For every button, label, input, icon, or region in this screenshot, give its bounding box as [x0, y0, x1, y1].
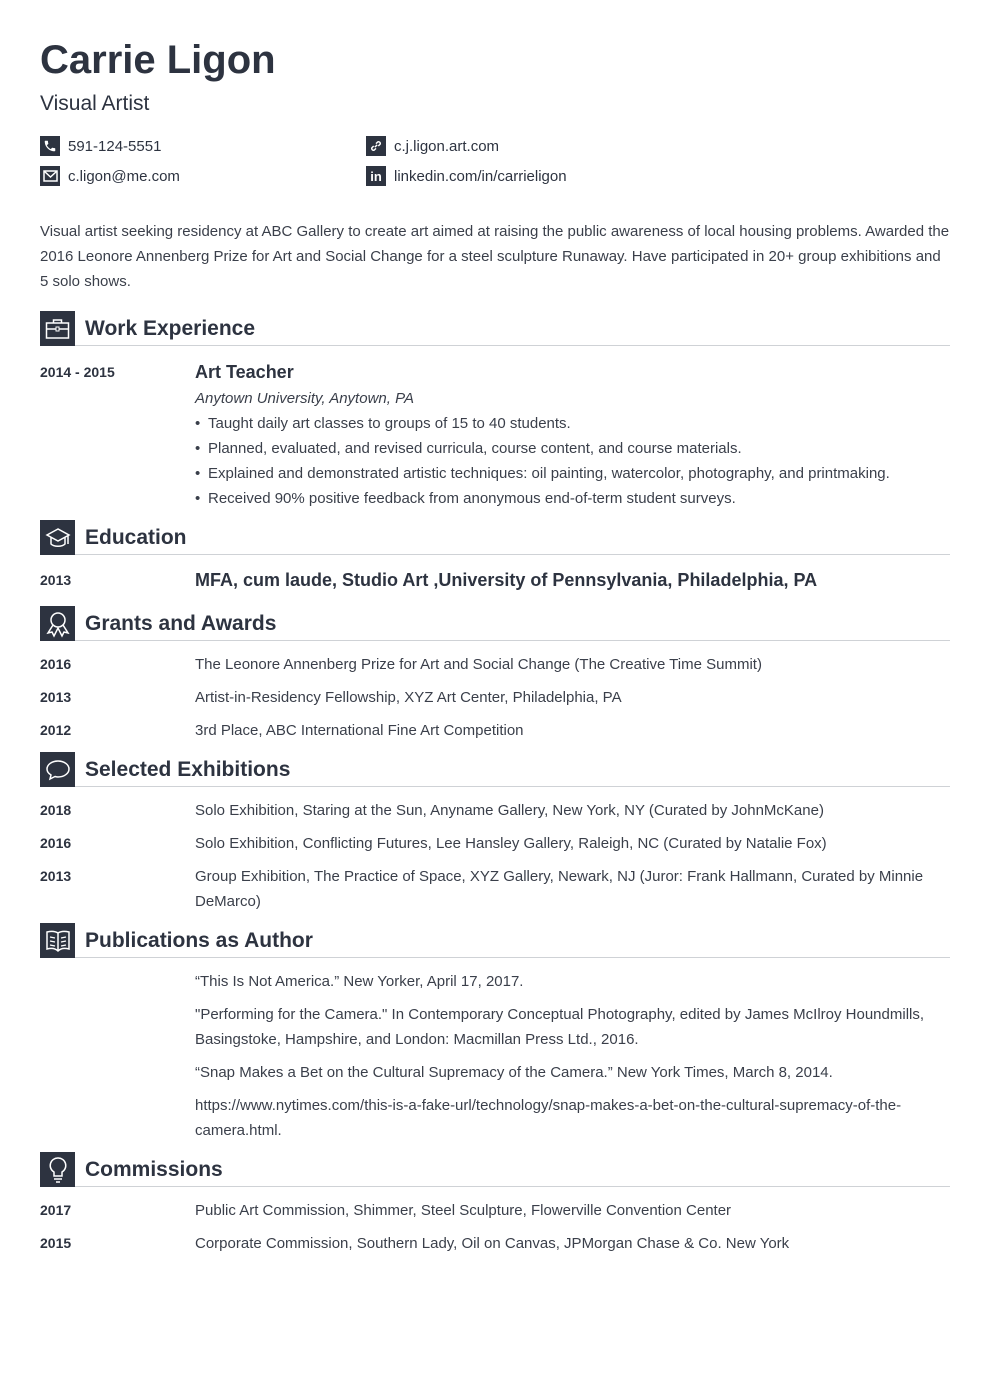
section-header [40, 752, 950, 787]
exhibition-entry [40, 798, 950, 823]
resume [40, 36, 950, 1264]
commission-text: Corporate Commission, Southern Lady, Oil on Canvas, JPMorgan Chase & Co. New York [195, 1235, 790, 1252]
commission-entry [40, 1198, 950, 1223]
section-header [40, 520, 950, 555]
section-grants-awards [40, 606, 950, 743]
exhibition-entry [40, 864, 950, 914]
award-entry [40, 718, 950, 743]
award-text: Artist-in-Residency Fellowship, XYZ Art Center, Philadelphia, PA [195, 689, 622, 706]
education-text: MFA, cum laude, Studio Art ,University of Pennsylvania, Philadelphia, PA [195, 570, 818, 590]
publication-text: “Snap Makes a Bet on the Cultural Supremacy of the Camera.” New York Times, March 8, 2014. [195, 1064, 833, 1081]
exhibition-date: 2013 [40, 868, 72, 884]
candidate-title: Visual Artist [40, 92, 150, 115]
award-entry [40, 652, 950, 677]
exhibition-date: 2018 [40, 802, 72, 818]
exhibition-entry [40, 831, 950, 856]
job-bullet: • Explained and demonstrated artistic techniques: oil painting, watercolor, photography, and printmaking. [195, 461, 950, 486]
contact-website [366, 136, 950, 156]
section-title: Commissions [85, 1158, 223, 1181]
award-date: 2016 [40, 656, 72, 672]
contact-list [40, 136, 950, 186]
commission-text: Public Art Commission, Shimmer, Steel Sculpture, Flowerville Convention Center [195, 1202, 732, 1219]
phone-text[interactable]: 591-124-5551 [68, 137, 162, 155]
speech-bubble-icon [40, 752, 75, 787]
section-exhibitions [40, 752, 950, 914]
education-entry [40, 568, 950, 593]
job-bullets [195, 411, 950, 511]
publication-text[interactable]: https://www.nytimes.com/this-is-a-fake-url/technology/snap-makes-a-bet-on-the-cultural-supremacy-of-the-camera.html. [195, 1097, 902, 1139]
section-commissions [40, 1152, 950, 1256]
summary: Visual artist seeking residency at ABC Gallery to create art aimed at raising the public awareness of local housing problems. Awarded the 2016 Leonore Annenberg Prize for Art and Social Change for a steel sculpture Runaway. Have participated in 20+ group exhibitions and 5 solo shows. [40, 223, 950, 290]
section-header [40, 923, 950, 958]
section-work-experience [40, 311, 950, 511]
award-text: The Leonore Annenberg Prize for Art and Social Change (The Creative Time Summit) [195, 656, 762, 673]
section-title: Selected Exhibitions [85, 758, 291, 781]
publication-text: "Performing for the Camera." In Contemporary Conceptual Photography, edited by James McIlroy Houndmills, Basingstoke, Hampshire, and London: Macmillan Press Ltd., 2016. [195, 1006, 925, 1048]
exhibition-text: Solo Exhibition, Staring at the Sun, Anyname Gallery, New York, NY (Curated by JohnMcKane) [195, 802, 824, 819]
lightbulb-icon [40, 1152, 75, 1187]
exhibition-text: Solo Exhibition, Conflicting Futures, Lee Hansley Gallery, Raleigh, NC (Curated by Natalie Fox) [195, 835, 827, 852]
commission-entry [40, 1231, 950, 1256]
publication-text: “This Is Not America.” New Yorker, April 17, 2017. [195, 973, 524, 990]
section-education [40, 520, 950, 593]
contact-phone [40, 136, 366, 156]
candidate-name: Carrie Ligon [40, 38, 276, 82]
section-title: Publications as Author [85, 929, 313, 952]
commission-date: 2017 [40, 1202, 72, 1218]
section-title: Work Experience [85, 317, 256, 340]
education-date: 2013 [40, 572, 72, 588]
linkedin-text[interactable]: linkedin.com/in/carrieligon [394, 167, 567, 185]
publication-entry [40, 969, 950, 994]
graduation-cap-icon [40, 520, 75, 555]
award-date: 2012 [40, 722, 72, 738]
website-text[interactable]: c.j.ligon.art.com [394, 137, 500, 155]
job-bullet: • Taught daily art classes to groups of 15 to 40 students. [195, 411, 950, 436]
section-publications [40, 923, 950, 1143]
link-icon [366, 136, 386, 156]
envelope-icon [40, 166, 60, 186]
contact-linkedin [366, 166, 950, 186]
briefcase-icon [40, 311, 75, 346]
section-title: Education [85, 526, 187, 549]
job-bullet: • Received 90% positive feedback from anonymous end-of-term student surveys. [195, 486, 950, 511]
award-date: 2013 [40, 689, 72, 705]
section-header [40, 606, 950, 641]
section-header [40, 311, 950, 346]
award-text: 3rd Place, ABC International Fine Art Competition [195, 722, 524, 739]
job-company: Anytown University, Anytown, PA [195, 390, 414, 407]
job-dates: 2014 - 2015 [40, 364, 115, 380]
job-title: Art Teacher [195, 362, 294, 382]
contact-email [40, 166, 366, 186]
section-header [40, 1152, 950, 1187]
linkedin-icon: in [366, 166, 386, 186]
email-text[interactable]: c.ligon@me.com [68, 167, 180, 185]
publication-entry [40, 1002, 950, 1052]
job-bullet: • Planned, evaluated, and revised curricula, course content, and course materials. [195, 436, 950, 461]
publication-entry [40, 1060, 950, 1085]
award-ribbon-icon [40, 606, 75, 641]
exhibition-text: Group Exhibition, The Practice of Space, XYZ Gallery, Newark, NJ (Juror: Frank Hallmann, Curated by Minnie DeMarco) [195, 868, 924, 910]
publication-entry [40, 1093, 950, 1143]
job-entry [40, 362, 950, 511]
phone-icon [40, 136, 60, 156]
exhibition-date: 2016 [40, 835, 72, 851]
commission-date: 2015 [40, 1235, 72, 1251]
open-book-icon [40, 923, 75, 958]
section-title: Grants and Awards [85, 612, 277, 635]
award-entry [40, 685, 950, 710]
